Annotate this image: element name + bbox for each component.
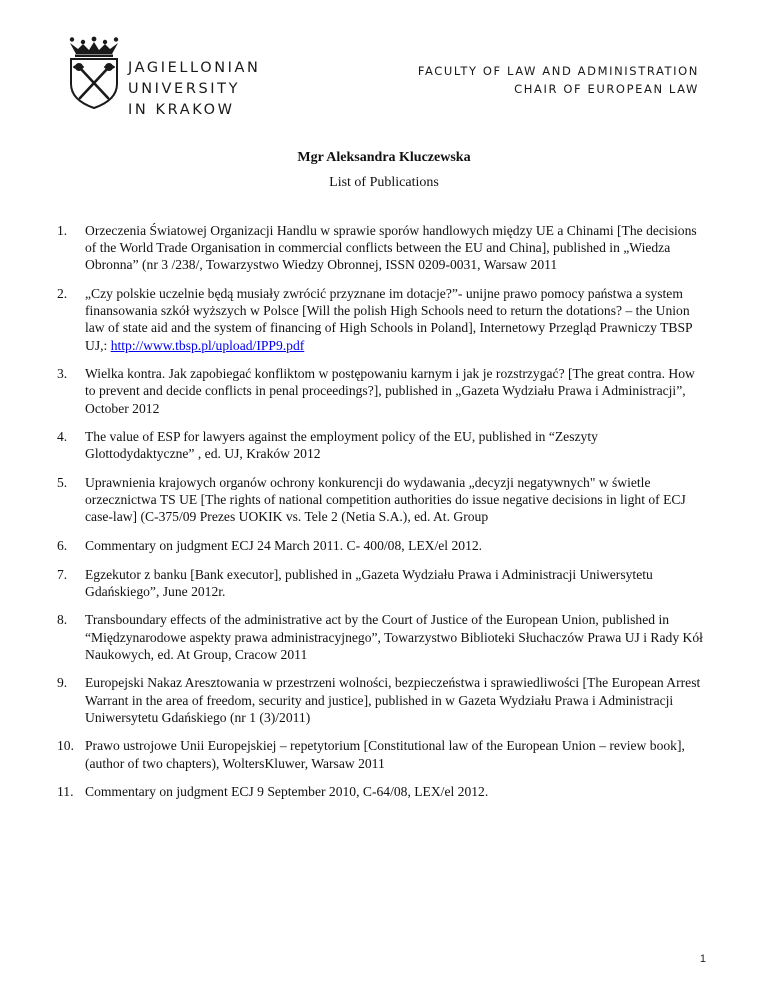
faculty-name — [418, 62, 699, 98]
publication-number: 7. — [57, 566, 68, 582]
publication-item — [57, 474, 707, 526]
publication-text: Orzeczenia Światowej Organizacji Handlu w sprawie sporów handlowych między UE a Chinami [The decisions of the World Trade Organisation in commercial conflicts between the EU and China], published in „Wiedza Obronna” (nr 3 /238/, Towarzystwo Wiedzy Obronnej, ISSN 0209-0031, Warsaw 2011 — [85, 223, 697, 273]
publication-list — [57, 222, 707, 812]
chair-line: CHAIR OF EUROPEAN LAW — [514, 82, 699, 96]
publication-number: 1. — [57, 223, 68, 238]
university-crest-icon — [66, 36, 122, 110]
publication-text: Commentary on judgment ECJ 24 March 2011. C- 400/08, LEX/el 2012. — [85, 538, 483, 553]
publication-item — [57, 737, 707, 771]
university-name-line: IN KRAKOW — [128, 102, 235, 118]
publication-item — [57, 537, 707, 554]
publication-item — [57, 285, 707, 354]
publication-text: „Czy polskie uczelnie będą musiały zwrócić przyznane im dotacje?”- unijne prawo pomocy państwa a system finansowania szkół wyższych w Polsce [Will the polish High Schools need to return the dotations? – the Union law of state aid and the system of financing of High Schools in Poland], Internetowy Przegląd Prawniczy TBSP UJ,: — [85, 286, 693, 353]
university-name-line: JAGIELLONIAN — [128, 60, 261, 76]
publication-number: 10. — [57, 738, 74, 754]
publication-number: 11. — [57, 784, 74, 800]
publication-text: Commentary on judgment ECJ 9 September 2010, C-64/08, LEX/el 2012. — [85, 784, 489, 800]
publication-text: Europejski Nakaz Aresztowania w przestrzeni wolności, bezpieczeństwa i sprawiedliwości [The European Arrest Warrant in the area of freedom, security and justice], published in w Gazeta Wydziału Prawa i Administracji Uniwersytetu Gdańskiego (nr 1 (3)/2011) — [85, 675, 701, 725]
publication-item — [57, 222, 707, 274]
publication-item — [57, 674, 707, 726]
publication-number: 9. — [57, 675, 68, 691]
university-name-line: UNIVERSITY — [128, 81, 241, 97]
publication-number: 8. — [57, 612, 68, 628]
publication-item — [57, 783, 707, 800]
document-subtitle: List of Publications — [329, 175, 439, 190]
publication-text: The value of ESP for lawyers against the employment policy of the EU, published in “Zeszyty Glottodydaktyczne” , ed. UJ, Kraków 2012 — [85, 429, 598, 462]
publication-link[interactable]: http://www.tbsp.pl/upload/IPP9.pdf — [110, 337, 305, 353]
publication-text: Transboundary effects of the administrative act by the Court of Justice of the European Union, published in “Międzynarodowe aspekty prawa administracyjnego”, Towarzystwo Biblioteki Słuchaczów Prawa UJ i Rady Kół Naukowych, ed. At Group, Cracow 2011 — [85, 612, 703, 662]
publication-number: 3. — [57, 366, 68, 382]
faculty-line: FACULTY OF LAW AND ADMINISTRATION — [417, 64, 699, 78]
publication-text: Prawo ustrojowe Unii Europejskiej – repetytorium [Constitutional law of the European Union – review book], (author of two chapters), WoltersKluwer, Warsaw 2011 — [85, 738, 685, 771]
publication-number: 4. — [57, 429, 68, 445]
publication-item — [57, 428, 707, 462]
publication-text: Wielka kontra. Jak zapobiegać konfliktom w postępowaniu karnym i jak je rozstrzygać? [The great contra. How to prevent and decide conflicts in penal proceedings?], published in „Gazeta Wydziału Prawa i Administracji”, October 2012 — [85, 366, 695, 416]
publication-number: 2. — [57, 286, 68, 301]
author-name: Mgr Aleksandra Kluczewska — [297, 150, 471, 165]
university-name — [128, 58, 261, 121]
publication-item — [57, 365, 707, 417]
page-number: 1 — [699, 953, 706, 965]
publication-text: Uprawnienia krajowych organów ochrony konkurencji do wydawania „decyzji negatywnych" w świetle orzecznictwa TS UE [The rights of national competition authorities do issue negative decisions in light of ECJ case-law] (C-375/09 Prezes UOKIK vs. Tele 2 (Netia S.A.), ed. At. Group — [85, 475, 686, 525]
publication-number: 6. — [57, 538, 68, 553]
publication-item — [57, 566, 707, 600]
publication-item — [57, 611, 707, 663]
publication-text: Egzekutor z banku [Bank executor], published in „Gazeta Wydziału Prawa i Administracji Uniwersytetu Gdańskiego”, June 2012r. — [85, 566, 653, 599]
publication-number: 5. — [57, 475, 68, 490]
